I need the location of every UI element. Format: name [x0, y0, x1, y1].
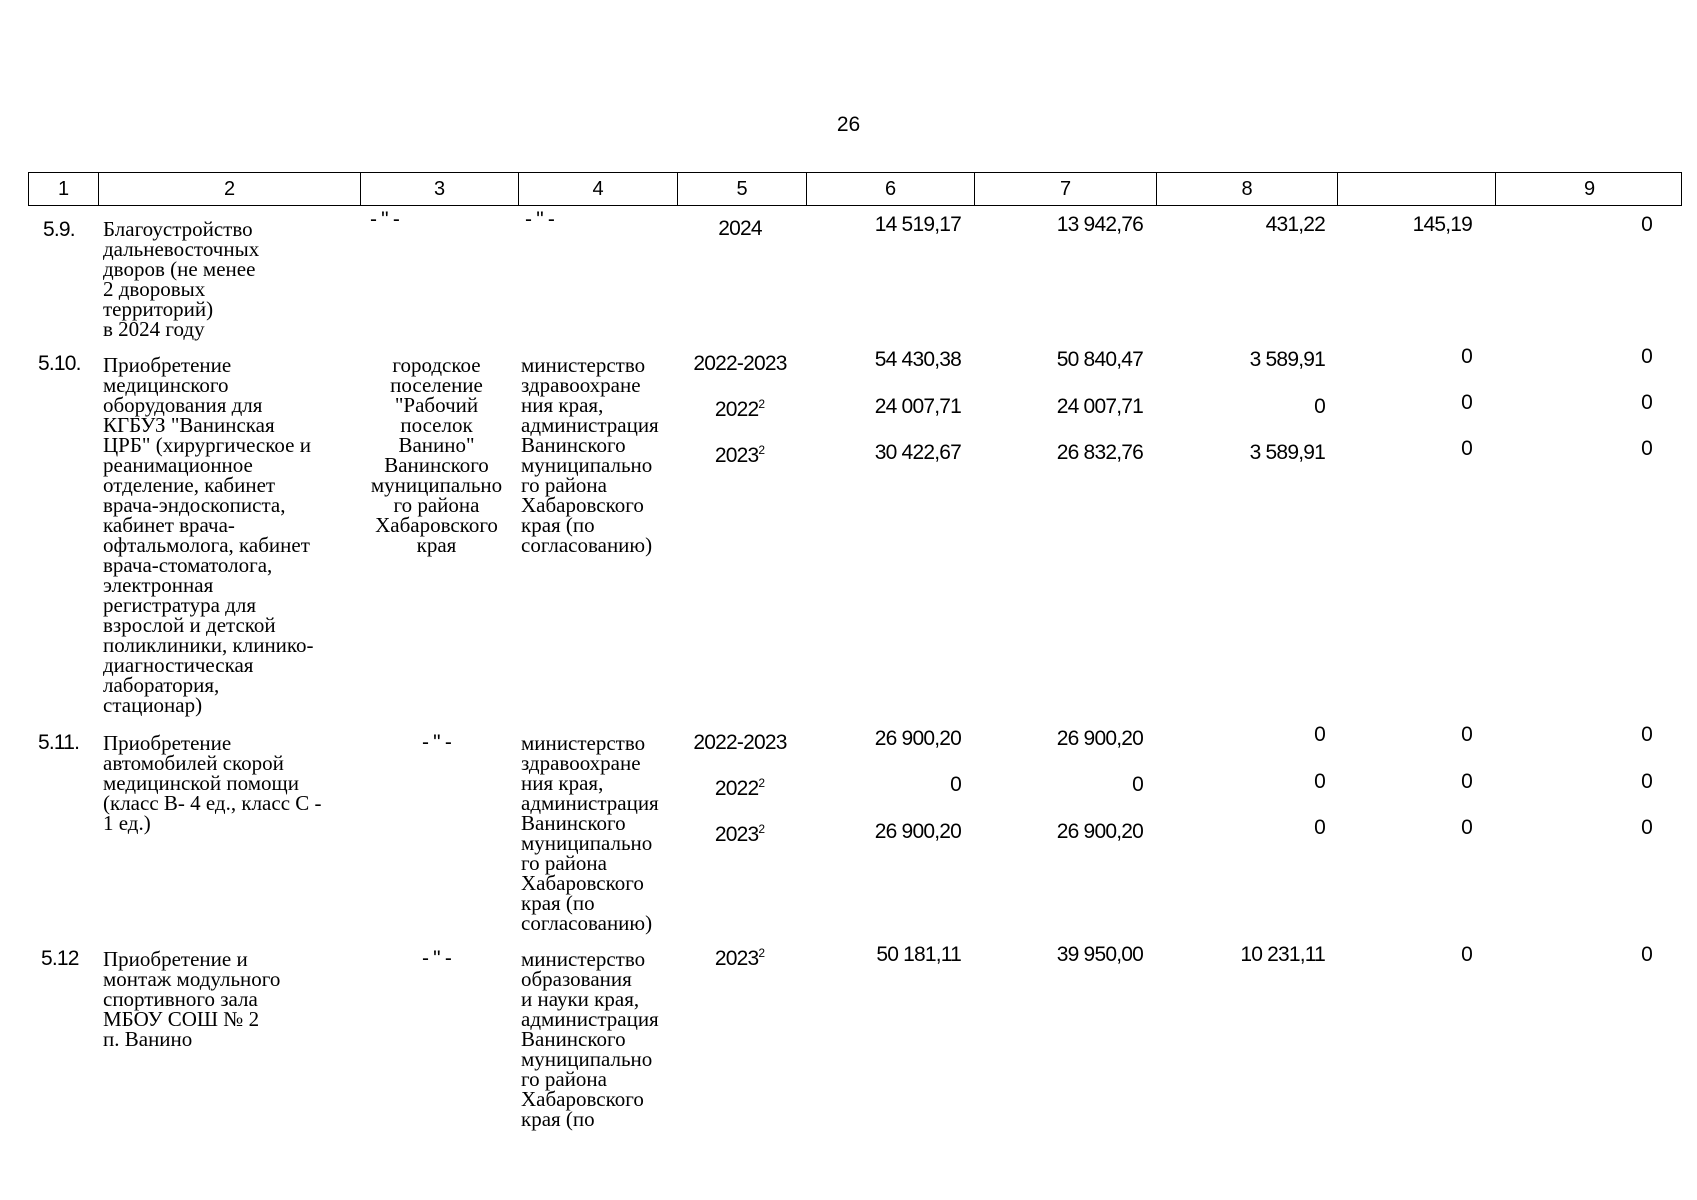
row-executor: - " -: [421, 947, 452, 970]
row-year: 2022-2023: [693, 731, 787, 754]
header-col-8: 8: [1157, 173, 1338, 205]
header-col-1: 1: [29, 173, 99, 205]
row-year: 2023$^2$: [714, 822, 766, 846]
row-name: Приобретение медицинского оборудования для КГБУЗ "Ванинская ЦРБ" (хирургическое и реанимационное отделение, кабинет врача-эндоскописта, кабинет врача- офтальмолога, кабинет врача-стоматолога, электронная регистратура для взрослой и детской поликлиники, клинико- диагностическая лаборатория, стационар): [103, 353, 314, 717]
row-col6: 24 007,71: [874, 395, 961, 418]
page-number: 26: [836, 113, 861, 136]
row-year: 2023$^2$: [714, 946, 766, 970]
row-coexecutor: министерство здравоохране ния края, администрация Ванинского муниципально го района Хабаровского края (по согласованию): [521, 353, 659, 557]
row-col7: 39 950,00: [1056, 943, 1143, 966]
row-col9: 0: [1641, 391, 1652, 414]
row-coexecutor: министерство здравоохране ния края, администрация Ванинского муниципально го района Хабаровского края (по согласованию): [521, 731, 659, 935]
row-col9: 0: [1641, 437, 1652, 460]
row-executor: - " -: [421, 731, 452, 754]
row-col7: 13 942,76: [1056, 213, 1143, 236]
row-year: 2024: [718, 217, 762, 240]
row-number: 5.11.: [38, 731, 80, 754]
row-col8: 0: [1314, 723, 1325, 746]
row-name: Благоустройство дальневосточных дворов (не менее 2 дворовых территорий) в 2024 году: [103, 217, 260, 341]
row-col6: 50 181,11: [876, 943, 961, 966]
row-col6: 30 422,67: [874, 441, 961, 464]
row-col8: 10 231,11: [1240, 943, 1325, 966]
row-col6: 54 430,38: [874, 348, 961, 371]
row-col7: 26 832,76: [1056, 441, 1143, 464]
row-col7: 50 840,47: [1056, 348, 1143, 371]
header-col-2: 2: [99, 173, 361, 205]
row-col8: 431,22: [1265, 213, 1325, 236]
row-col8b: 0: [1461, 437, 1472, 460]
row-col7: 0: [1132, 773, 1143, 796]
row-col9: 0: [1641, 770, 1652, 793]
row-col8b: 0: [1461, 943, 1472, 966]
row-col6: 0: [950, 773, 961, 796]
row-col8b: 145,19: [1412, 213, 1472, 236]
row-year: 2022$^2$: [714, 776, 766, 800]
row-name: Приобретение и монтаж модульного спортивного зала МБОУ СОШ № 2 п. Ванино: [103, 947, 281, 1051]
header-col-5: 5: [678, 173, 807, 205]
header-col-7: 7: [975, 173, 1157, 205]
row-col9: 0: [1641, 213, 1652, 236]
row-col6: 14 519,17: [874, 213, 961, 236]
row-col8b: 0: [1461, 816, 1472, 839]
row-executor: городское поселение "Рабочий поселок Ванино" Ванинского муниципально го района Хабаровского края: [370, 353, 503, 557]
row-col8: 3 589,91: [1249, 348, 1325, 371]
row-col8: 0: [1314, 395, 1325, 418]
row-col8b: 0: [1461, 345, 1472, 368]
header-col-3: 3: [361, 173, 519, 205]
row-number: 5.12: [41, 947, 79, 970]
row-year: 2022$^2$: [714, 397, 766, 421]
row-col7: 26 900,20: [1056, 727, 1143, 750]
row-col9: 0: [1641, 816, 1652, 839]
row-col7: 26 900,20: [1056, 820, 1143, 843]
row-name: Приобретение автомобилей скорой медицинской помощи (класс В- 4 ед., класс С - 1 ед.): [103, 731, 322, 835]
row-number: 5.10.: [38, 352, 81, 375]
row-col8b: 0: [1461, 770, 1472, 793]
row-year: 2022-2023: [693, 352, 787, 375]
row-year: 2023$^2$: [714, 443, 766, 467]
row-col8: 0: [1314, 770, 1325, 793]
row-col7: 24 007,71: [1056, 395, 1143, 418]
row-number: 5.9.: [43, 218, 75, 241]
row-col8b: 0: [1461, 391, 1472, 414]
row-executor: - " -: [369, 208, 400, 231]
header-col-4: 4: [519, 173, 678, 205]
table-header-row: [28, 172, 1682, 206]
row-col6: 26 900,20: [874, 727, 961, 750]
header-col-8b: [1338, 173, 1496, 205]
row-col9: 0: [1641, 345, 1652, 368]
row-col8b: 0: [1461, 723, 1472, 746]
row-coexecutor: министерство образования и науки края, администрация Ванинского муниципально го района Хабаровского края (по: [521, 947, 659, 1131]
header-col-6: 6: [807, 173, 975, 205]
row-col8: 3 589,91: [1249, 441, 1325, 464]
row-col6: 26 900,20: [874, 820, 961, 843]
header-col-9: 9: [1583, 178, 1596, 200]
row-col9: 0: [1641, 943, 1652, 966]
row-coexecutor: - " -: [525, 208, 555, 231]
row-col9: 0: [1641, 723, 1652, 746]
row-col8: 0: [1314, 816, 1325, 839]
